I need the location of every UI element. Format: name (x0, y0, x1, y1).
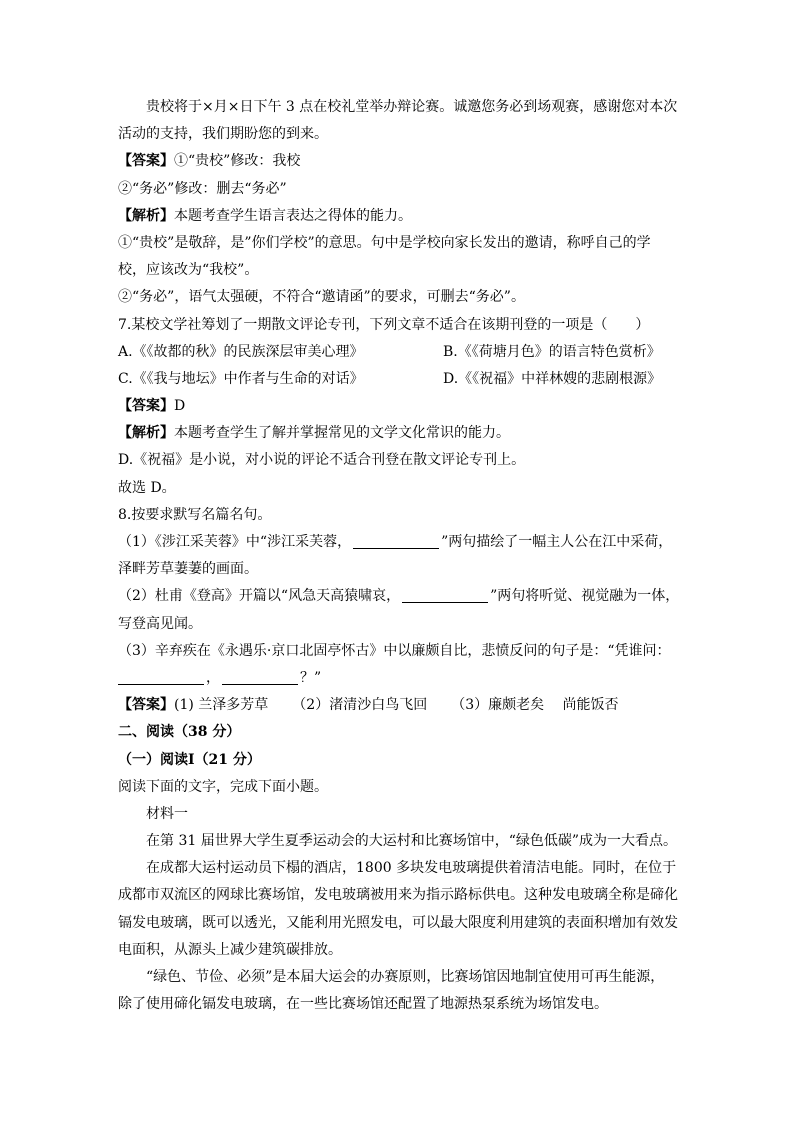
q8-item-text: （2）杜甫《登高》开篇以“风急天高猿啸哀， (118, 588, 401, 605)
analysis-text: 本题考查学生了解并掌握常见的文学文化常识的能力。 (174, 425, 510, 442)
answer-text: D (174, 398, 186, 415)
fill-blank (402, 588, 488, 603)
q6-analysis-line: 校，应该改为“我校”。 (118, 262, 259, 279)
q8-item-2-cont: 写登高见闻。 (118, 615, 202, 632)
paragraph-line: “绿色、节俭、必须”是本届大运会的办赛原则，比赛场馆因地制宜使用可再生能源， (146, 969, 665, 985)
q8-item-text: ， (206, 669, 220, 686)
q6-answer-2: ②“务必”修改：删去“务必” (118, 180, 287, 197)
answer-tag: 【答案】 (118, 153, 174, 170)
q7-stem: 7.某校文学社筹划了一期散文评论专刊，下列文章不适合在该期刊登的一项是（ ） (118, 316, 650, 333)
answer-tag: 【答案】 (118, 398, 174, 415)
q7-option-b: B.《《荷塘月色》的语言特色赏析》 (443, 343, 661, 360)
paragraph-line: 除了使用碲化镉发电玻璃，在一些比赛场馆还配置了地源热泵系统为场馆发电。 (118, 996, 608, 1013)
q8-answer (118, 692, 678, 719)
q6-analysis-line: ②“务必”，语气太强硬，不符合“邀请函”的要求，可删去“务必”。 (118, 289, 525, 306)
q6-answer (118, 148, 678, 175)
answer-tag: 【答案】 (118, 697, 174, 714)
document-page (118, 94, 678, 1018)
material-label: 材料一 (146, 805, 188, 822)
q7-option-d: D.《《祝福》中祥林嫂的悲剧根源》 (443, 370, 662, 387)
q6-analysis-line: ①“贵校”是敬辞，是”你们学校”的意思。句中是学校向家长发出的邀请，称呼自己的学 (118, 234, 651, 251)
q8-item-3: （3）辛弃疾在《永遇乐·京口北固亭怀古》中以廉颇自比，悲愤反问的句子是：“凭谁问： (118, 642, 671, 659)
fill-blank (353, 534, 439, 549)
paragraph-line: 镉发电玻璃，既可以透光，又能利用光照发电，可以最大限度利用建筑的表面积增加有效发 (118, 914, 678, 931)
q6-analysis (118, 203, 678, 230)
paragraph-line: 电面积，从源头上减少建筑碳排放。 (118, 941, 342, 958)
paragraph-line: 成都市双流区的网球比赛场馆，发电玻璃被用来为指示路标供电。这种发电玻璃全称是碲化 (118, 887, 678, 904)
section-heading: 二、阅读（38 分） (118, 724, 241, 741)
analysis-text: 本题考查学生语言表达之得体的能力。 (174, 207, 412, 224)
fill-blank (222, 670, 298, 685)
q7-analysis (118, 420, 678, 447)
invite-line: 贵校将于×月×日下午 3 点在校礼堂举办辩论赛。诚邀您务必到场观赛，感谢您对本次 (146, 99, 678, 115)
q8-item-text: ”两句将听觉、视觉融为一体， (490, 588, 680, 605)
q7-option-a: A.《《故都的秋》的民族深层审美心理》 (118, 343, 364, 360)
q7-option-c: C.《《我与地坛》中作者与生命的对话》 (118, 370, 364, 387)
subsection-heading: （一）阅读Ⅰ（21 分） (118, 751, 261, 768)
analysis-tag: 【解析】 (118, 207, 174, 224)
q7-analysis-line: D.《祝福》是小说，对小说的评论不适合刊登在散文评论专刊上。 (118, 452, 526, 469)
q7-conclusion: 故选 D。 (118, 479, 176, 496)
invite-line: 活动的支持，我们期盼您的到来。 (118, 126, 328, 143)
q7-answer (118, 393, 678, 420)
q8-item-1-cont: 泽畔芳草萋萋的画面。 (118, 561, 258, 578)
answer-text: （3）廉颇老矣 尚能饭否 (451, 697, 619, 714)
answer-text: （2）渚清沙白鸟飞回 (292, 697, 428, 714)
q8-stem: 8.按要求默写名篇名句。 (118, 506, 272, 523)
fill-blank (118, 670, 204, 685)
q8-item-text: ？” (300, 669, 322, 686)
answer-text: (1) 兰泽多芳草 (174, 697, 269, 714)
reading-instruction: 阅读下面的文字，完成下面小题。 (118, 778, 328, 795)
q8-item-1 (118, 529, 678, 556)
q8-item-text: （1）《涉江采芙蓉》中“涉江采芙蓉， (118, 534, 352, 550)
answer-text: ①“贵校”修改：我校 (174, 153, 301, 170)
paragraph-line: 在成都大运村运动员下榻的酒店，1800 多块发电玻璃提供着清洁电能。同时，在位于 (146, 860, 677, 877)
q8-item-3-cont (118, 665, 678, 692)
q7-options-row (118, 366, 678, 393)
q7-options-row (118, 339, 678, 366)
q8-item-text: ”两句描绘了一幅主人公在江中采荷， (441, 534, 673, 550)
paragraph-line: 在第 31 届世界大学生夏季运动会的大运村和比赛场馆中，“绿色低碳”成为一大看点。 (146, 833, 678, 850)
analysis-tag: 【解析】 (118, 425, 174, 442)
q8-item-2 (118, 583, 678, 610)
